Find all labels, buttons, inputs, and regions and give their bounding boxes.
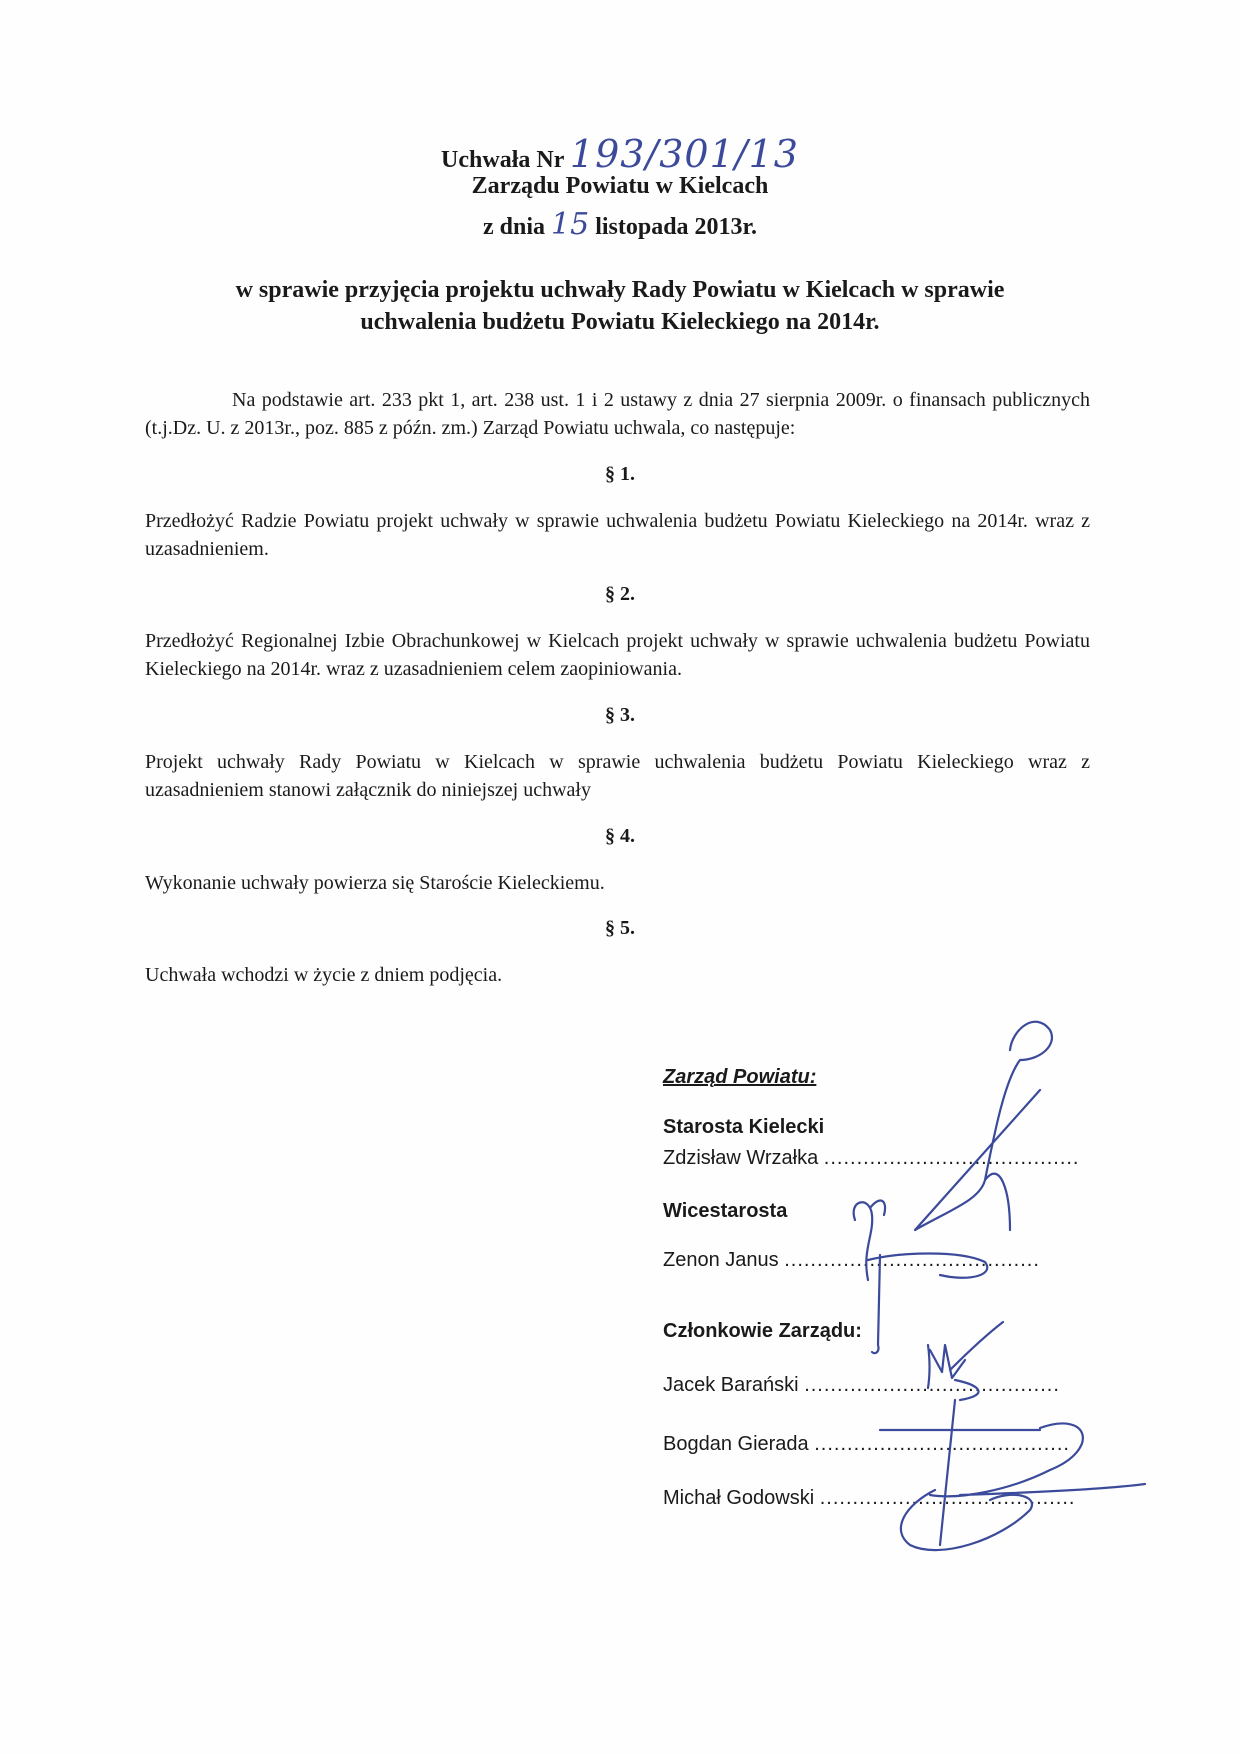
section-2-mark: § 2.: [605, 583, 635, 605]
section-5-mark: § 5.: [605, 917, 635, 939]
members-role: Członkowie Zarządu:: [663, 1320, 862, 1342]
wicestarosta-name: Zenon Janus: [663, 1249, 779, 1271]
preamble: Na podstawie art. 233 pkt 1, art. 238 ust. 1 i 2 ustawy z dnia 27 sierpnia 2009r. o finansach publicznych (t.j.Dz. U. z 2013r., poz. 885 z późn. zm.) Zarząd Powiatu uchwala, co następuje:: [145, 389, 1090, 439]
member-1-line: [663, 1374, 1060, 1397]
resolution-label: Uchwała Nr: [441, 147, 564, 173]
member-3-line: [663, 1487, 1075, 1510]
member-1-name: Jacek Barański: [663, 1374, 799, 1396]
signature-dots: .......................................: [814, 1433, 1070, 1455]
section-4-mark: § 4.: [605, 825, 635, 847]
member-2-line: [663, 1433, 1070, 1456]
section-2-text: Przedłożyć Regionalnej Izbie Obrachunkowej w Kielcach projekt uchwały w sprawie uchwalenia budżetu Powiatu Kieleckiego na 2014r. wraz z uzasadnieniem celem zaopiniowania.: [145, 630, 1090, 680]
member-3-name: Michał Godowski: [663, 1487, 815, 1509]
signature-dots: .......................................: [804, 1374, 1060, 1396]
starosta-line: [663, 1147, 1080, 1170]
section-5-text: Uchwała wchodzi w życie z dniem podjęcia.: [145, 964, 503, 986]
signature-wicestarosta: [854, 1201, 988, 1354]
section-1-mark: § 1.: [605, 463, 635, 485]
resolution-number-line: [0, 132, 1240, 176]
subject-line-2: uchwalenia budżetu Powiatu Kieleckiego na 2014r.: [360, 309, 880, 335]
signature-dots: .......................................: [784, 1249, 1040, 1271]
date-suffix: listopada 2013r.: [595, 214, 757, 240]
subject-line-1: w sprawie przyjęcia projektu uchwały Rady Powiatu w Kielcach w sprawie: [235, 277, 1005, 303]
date-day-handwritten: 15: [551, 207, 590, 242]
signature-member-2-3: [880, 1400, 1145, 1550]
section-3-text: Projekt uchwały Rady Powiatu w Kielcach w sprawie uchwalenia budżetu Powiatu Kieleckiego wraz z uzasadnieniem stanowi załącznik do niniejszej uchwały: [145, 751, 1090, 801]
date-prefix: z dnia: [482, 214, 545, 240]
wicestarosta-role: Wicestarosta: [663, 1200, 788, 1222]
resolution-subject: [120, 274, 1120, 338]
signature-starosta: [915, 1022, 1052, 1230]
section-1-text: Przedłożyć Radzie Powiatu projekt uchwały w sprawie uchwalenia budżetu Powiatu Kieleckiego na 2014r. wraz z uzasadnieniem.: [145, 510, 1090, 560]
starosta-role: Starosta Kielecki: [663, 1116, 825, 1138]
member-2-name: Bogdan Gierada: [663, 1433, 809, 1455]
starosta-name: Zdzisław Wrzałka: [663, 1147, 819, 1169]
resolution-date-line: [0, 207, 1240, 242]
section-4-text: Wykonanie uchwały powierza się Staroście Kieleckiemu.: [145, 872, 605, 894]
board-heading: Zarząd Powiatu:: [663, 1066, 817, 1088]
signature-dots: .......................................: [819, 1487, 1076, 1509]
issuing-body: Zarządu Powiatu w Kielcach: [471, 173, 769, 199]
signature-dots: .......................................: [823, 1147, 1080, 1169]
wicestarosta-line: [663, 1249, 1040, 1272]
resolution-number-handwritten: 193/301/13: [569, 132, 799, 176]
section-3-mark: § 3.: [605, 704, 635, 726]
